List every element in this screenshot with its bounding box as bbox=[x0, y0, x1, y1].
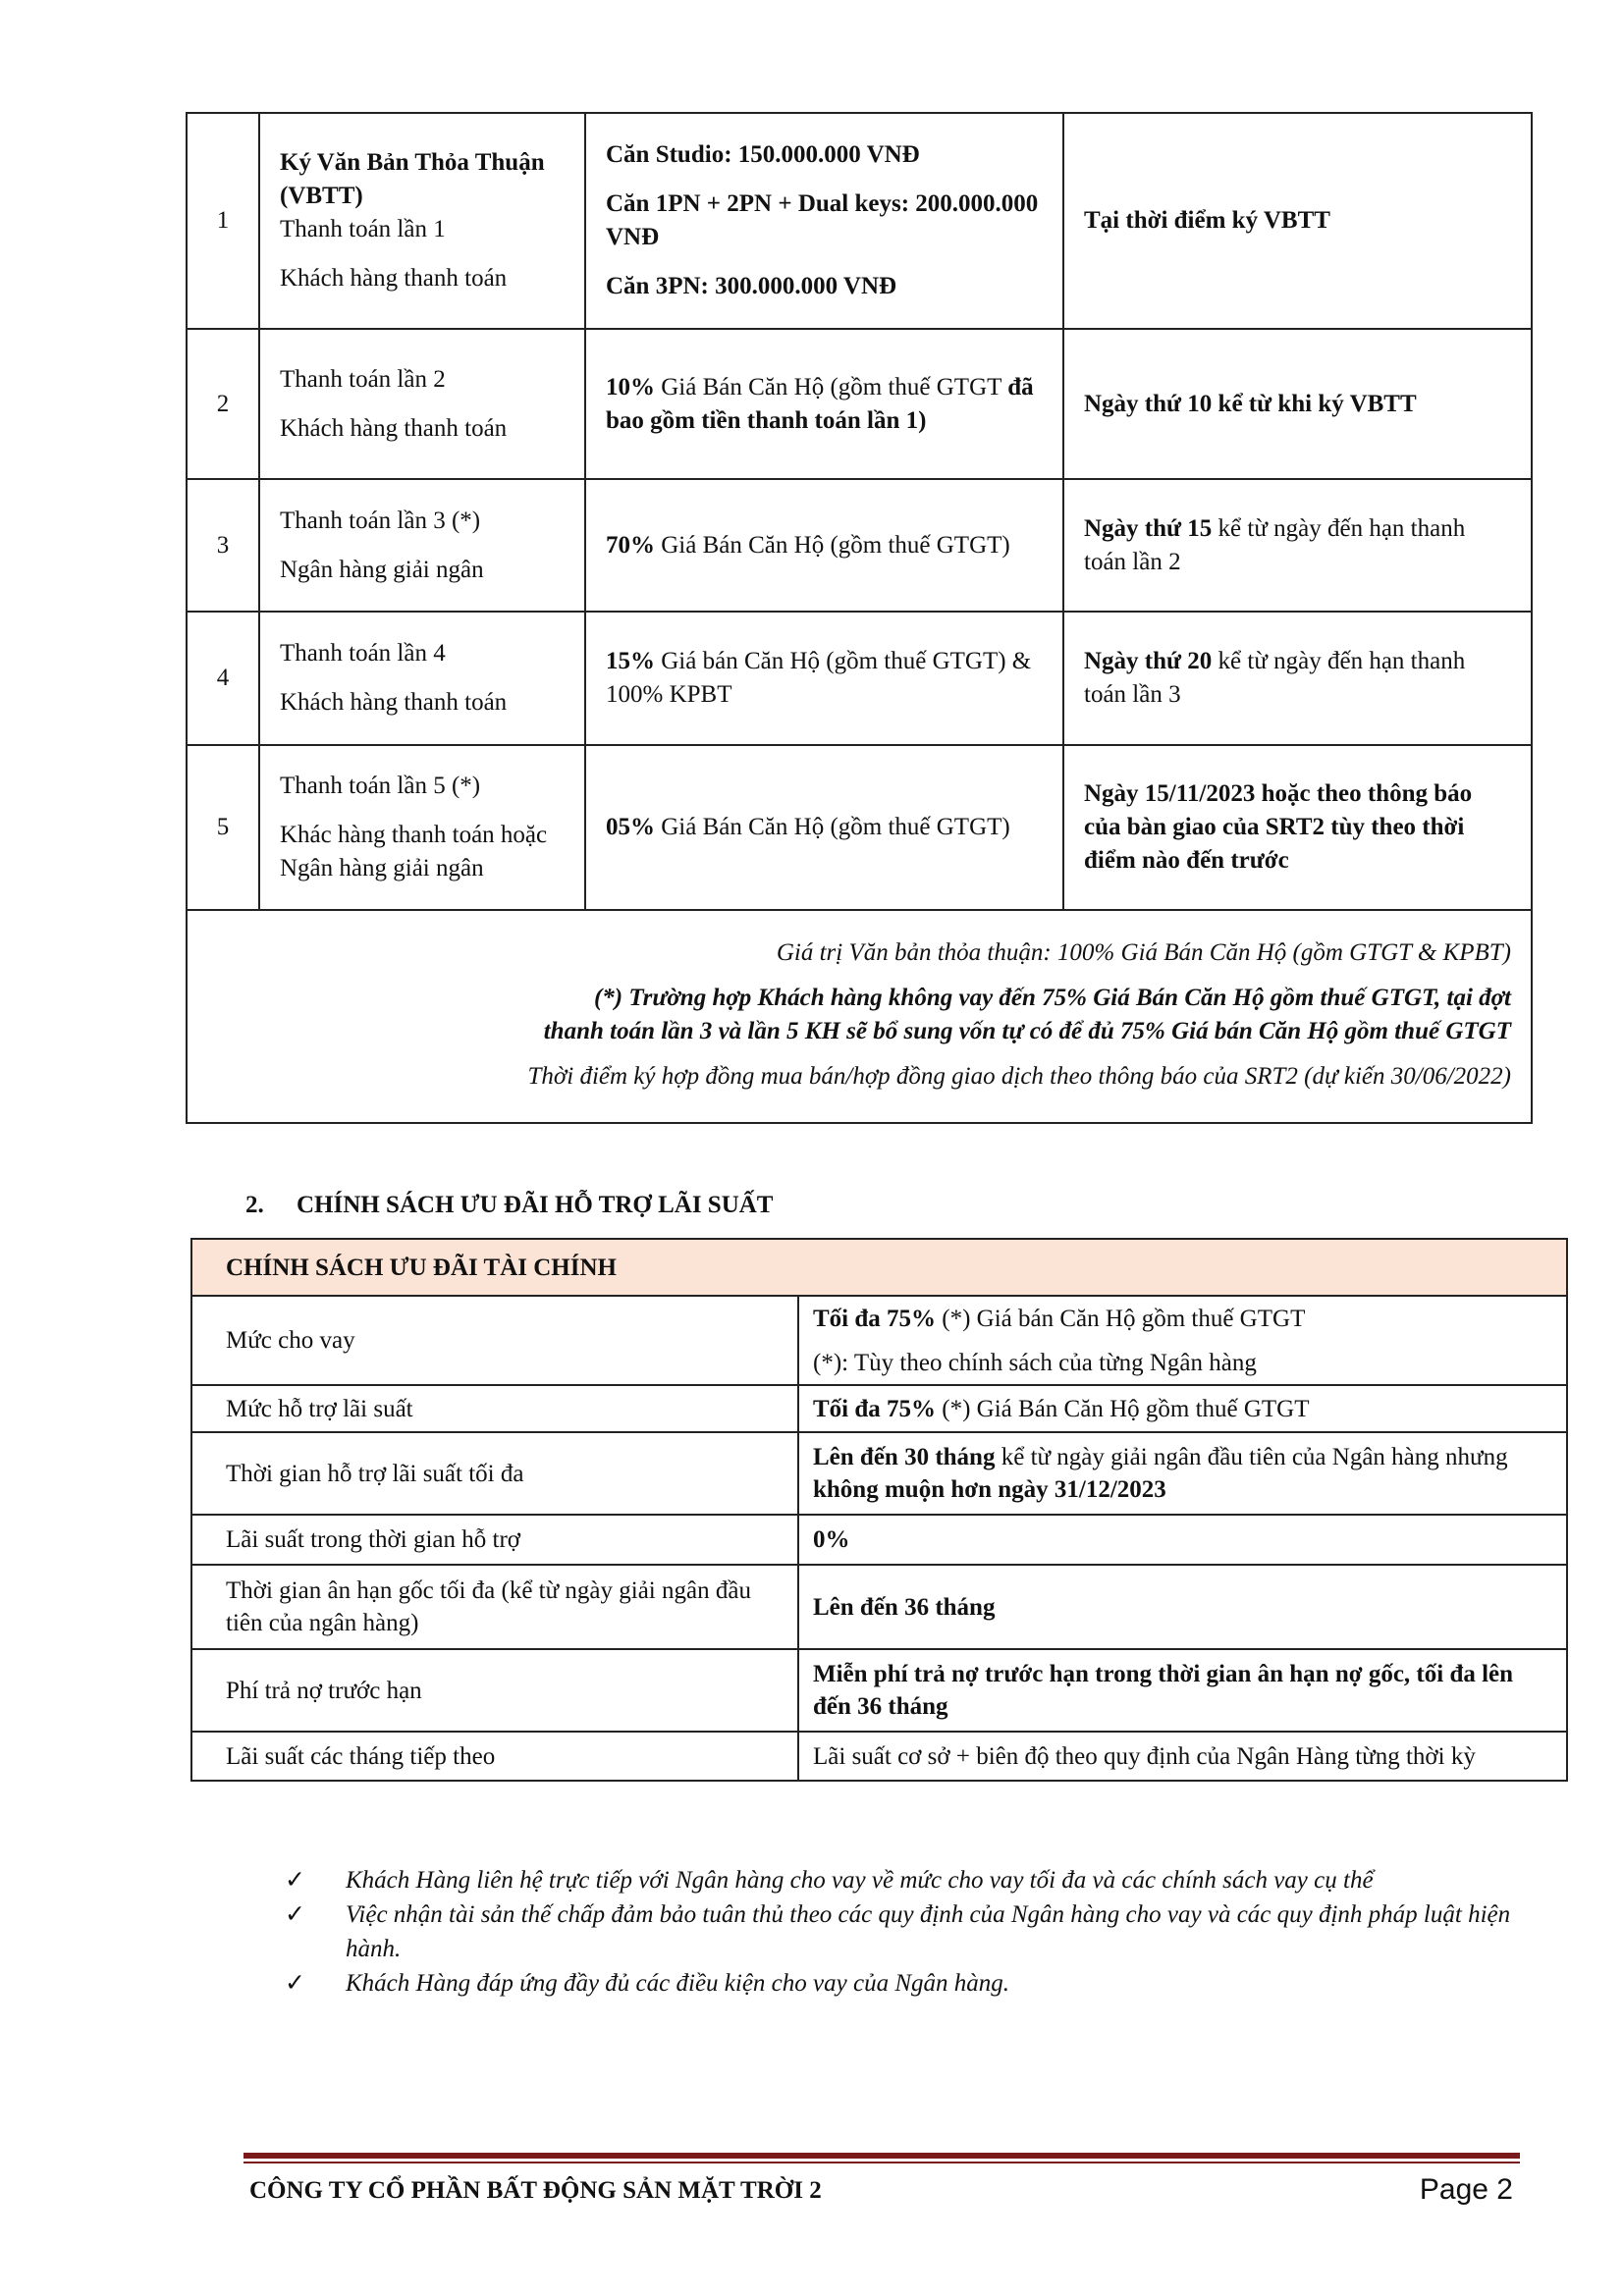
amount-percent: 70% bbox=[606, 531, 655, 559]
footer-rule-thin bbox=[243, 2162, 1520, 2163]
amount-cell bbox=[585, 612, 1063, 745]
timing-cell: Ngày thứ 10 kể từ khi ký VBTT bbox=[1063, 329, 1532, 479]
value-text: kể từ ngày giải ngân đầu tiên của Ngân hàng nhưng bbox=[995, 1444, 1508, 1470]
timing-rest: kể từ ngày đến hạn thanh toán lần 2 bbox=[1084, 514, 1466, 575]
amount-cell bbox=[585, 329, 1063, 479]
finance-policy-table bbox=[190, 1238, 1568, 1782]
note-loan-line-2: thanh toán lần 3 và lần 5 KH sẽ bổ sung vốn tự có để đủ 75% Giá bán Căn Hộ gồm thuế GTGT bbox=[543, 1017, 1511, 1044]
list-item bbox=[285, 1966, 1542, 2001]
list-item-text: Khách Hàng liên hệ trực tiếp với Ngân hàng cho vay về mức cho vay tối đa và các chính sách vay cụ thể bbox=[346, 1867, 1374, 1894]
amount-3pn: Căn 3PN: 300.000.000 VNĐ bbox=[606, 273, 897, 299]
payer: Khách hàng thanh toán bbox=[280, 265, 508, 292]
stage-line: Thanh toán lần 3 (*) bbox=[280, 507, 481, 534]
page-number: Page 2 bbox=[1419, 2173, 1513, 2206]
footer-rule bbox=[243, 2153, 1520, 2159]
row-label: Mức cho vay bbox=[191, 1296, 798, 1385]
note-loan-line-1: (*) Trường hợp Khách hàng không vay đến 75% Giá Bán Căn Hộ gồm thuế GTGT, tại đợt bbox=[593, 984, 1511, 1011]
amount-text: Giá Bán Căn Hộ (gồm thuế GTGT) bbox=[655, 814, 1010, 840]
table-row bbox=[187, 113, 1532, 329]
table-header: CHÍNH SÁCH ƯU ĐÃI TÀI CHÍNH bbox=[191, 1239, 1567, 1296]
payer: Khách hàng thanh toán bbox=[280, 689, 508, 716]
table-header-row bbox=[191, 1239, 1567, 1296]
stage-line: Thanh toán lần 5 (*) bbox=[280, 773, 481, 799]
timing-cell bbox=[1063, 612, 1532, 745]
row-label: Lãi suất trong thời gian hỗ trợ bbox=[191, 1515, 798, 1565]
stage-line: Thanh toán lần 1 bbox=[280, 216, 446, 242]
row-label: Mức hỗ trợ lãi suất bbox=[191, 1385, 798, 1432]
table-row bbox=[187, 479, 1532, 612]
payer: Ngân hàng giải ngân bbox=[280, 556, 484, 583]
table-row bbox=[191, 1385, 1567, 1432]
row-number: 4 bbox=[187, 612, 259, 745]
table-row bbox=[191, 1732, 1567, 1781]
row-value bbox=[798, 1296, 1567, 1385]
table-row bbox=[191, 1649, 1567, 1732]
stage-cell bbox=[259, 329, 585, 479]
amount-text: Giá Bán Căn Hộ (gồm thuế GTGT) bbox=[655, 531, 1010, 559]
value-text: (*) Giá Bán Căn Hộ gồm thuế GTGT bbox=[936, 1395, 1310, 1422]
timing-rest: kể từ ngày đến hạn thanh toán lần 3 bbox=[1084, 648, 1466, 708]
list-item-text: Khách Hàng đáp ứng đầy đủ các điều kiện cho vay của Ngân hàng. bbox=[346, 1970, 1009, 1997]
row-value: Miễn phí trả nợ trước hạn trong thời gian ân hạn nợ gốc, tối đa lên đến 36 tháng bbox=[798, 1649, 1567, 1732]
row-label: Phí trả nợ trước hạn bbox=[191, 1649, 798, 1732]
row-value bbox=[798, 1385, 1567, 1432]
row-value: Lãi suất cơ sở + biên độ theo quy định của Ngân Hàng từng thời kỳ bbox=[798, 1732, 1567, 1781]
value-bold-deadline: không muộn hơn ngày 31/12/2023 bbox=[813, 1476, 1166, 1503]
value-bold: Lên đến 30 tháng bbox=[813, 1444, 996, 1470]
timing-cell: Ngày 15/11/2023 hoặc theo thông báo của bàn giao của SRT2 tùy theo thời điểm nào đến trước bbox=[1063, 745, 1532, 910]
table-row bbox=[191, 1296, 1567, 1385]
row-value bbox=[798, 1432, 1567, 1515]
row-label: Thời gian ân hạn gốc tối đa (kể từ ngày giải ngân đầu tiên của ngân hàng) bbox=[191, 1565, 798, 1649]
conditions-list bbox=[285, 1863, 1542, 2001]
row-number: 3 bbox=[187, 479, 259, 612]
amount-percent: 10% bbox=[606, 373, 655, 400]
value-text: (*) Giá bán Căn Hộ gồm thuế GTGT bbox=[936, 1305, 1306, 1332]
note-contract-timing: Thời điểm ký hợp đồng mua bán/hợp đồng giao dịch theo thông báo của SRT2 (dự kiến 30/06/2022) bbox=[527, 1062, 1511, 1090]
table-row bbox=[191, 1565, 1567, 1649]
section-number: 2. bbox=[245, 1192, 264, 1218]
amount-cell bbox=[585, 479, 1063, 612]
stage-title: Ký Văn Bản Thỏa Thuận (VBTT) bbox=[280, 149, 545, 209]
section-title: CHÍNH SÁCH ƯU ĐÃI HỖ TRỢ LÃI SUẤT bbox=[297, 1192, 774, 1218]
timing-bold: Ngày thứ 15 bbox=[1084, 514, 1213, 542]
amount-text: Giá bán Căn Hộ (gồm thuế GTGT) & 100% KPBT bbox=[606, 648, 1032, 708]
section-heading bbox=[245, 1192, 774, 1219]
row-label: Thời gian hỗ trợ lãi suất tối đa bbox=[191, 1432, 798, 1515]
amount-bold-tail: đã bao gồm tiền thanh toán lần 1) bbox=[606, 373, 1034, 434]
payment-schedule-table bbox=[186, 112, 1533, 1124]
stage-line: Thanh toán lần 2 bbox=[280, 365, 446, 393]
row-number: 2 bbox=[187, 329, 259, 479]
notes-cell bbox=[187, 910, 1532, 1123]
timing-cell: Tại thời điểm ký VBTT bbox=[1063, 113, 1532, 329]
note-agreement-value: Giá trị Văn bản thỏa thuận: 100% Giá Bán Căn Hộ (gồm GTGT & KPBT) bbox=[776, 938, 1511, 966]
payer: Khác hàng thanh toán hoặc Ngân hàng giải ngân bbox=[280, 822, 548, 881]
amount-cell bbox=[585, 745, 1063, 910]
amount-percent: 05% bbox=[606, 814, 655, 840]
amount-cell bbox=[585, 113, 1063, 329]
notes-row bbox=[187, 910, 1532, 1123]
row-value: 0% bbox=[798, 1515, 1567, 1565]
amount-text: Giá Bán Căn Hộ (gồm thuế GTGT bbox=[655, 373, 1008, 400]
stage-cell bbox=[259, 113, 585, 329]
checkmark-icon: ✓ bbox=[285, 1867, 305, 1894]
table-row bbox=[187, 329, 1532, 479]
timing-bold: Ngày thứ 20 bbox=[1084, 648, 1213, 674]
list-item bbox=[285, 1897, 1542, 1966]
timing-cell bbox=[1063, 479, 1532, 612]
row-number: 5 bbox=[187, 745, 259, 910]
amount-percent: 15% bbox=[606, 648, 655, 674]
table-row bbox=[191, 1432, 1567, 1515]
row-label: Lãi suất các tháng tiếp theo bbox=[191, 1732, 798, 1781]
stage-line: Thanh toán lần 4 bbox=[280, 640, 446, 667]
checkmark-icon: ✓ bbox=[285, 1901, 305, 1928]
value-note: (*): Tùy theo chính sách của từng Ngân hàng bbox=[813, 1349, 1257, 1376]
list-item bbox=[285, 1863, 1542, 1897]
stage-cell bbox=[259, 479, 585, 612]
checkmark-icon: ✓ bbox=[285, 1970, 305, 1997]
row-number: 1 bbox=[187, 113, 259, 329]
row-value: Lên đến 36 tháng bbox=[798, 1565, 1567, 1649]
amount-1pn-2pn: Căn 1PN + 2PN + Dual keys: 200.000.000 VNĐ bbox=[606, 190, 1039, 250]
stage-cell bbox=[259, 612, 585, 745]
payer: Khách hàng thanh toán bbox=[280, 414, 508, 442]
amount-studio: Căn Studio: 150.000.000 VNĐ bbox=[606, 141, 920, 168]
list-item-text: Việc nhận tài sản thế chấp đảm bảo tuân thủ theo các quy định của Ngân hàng cho vay và các quy định pháp luật hiện hành. bbox=[346, 1901, 1511, 1962]
value-bold: Tối đa 75% bbox=[813, 1395, 937, 1422]
stage-cell bbox=[259, 745, 585, 910]
table-row bbox=[187, 745, 1532, 910]
footer-company-name: CÔNG TY CỔ PHẦN BẤT ĐỘNG SẢN MẶT TRỜI 2 bbox=[249, 2177, 822, 2204]
table-row bbox=[187, 612, 1532, 745]
table-row bbox=[191, 1515, 1567, 1565]
value-bold: Tối đa 75% bbox=[813, 1305, 937, 1332]
